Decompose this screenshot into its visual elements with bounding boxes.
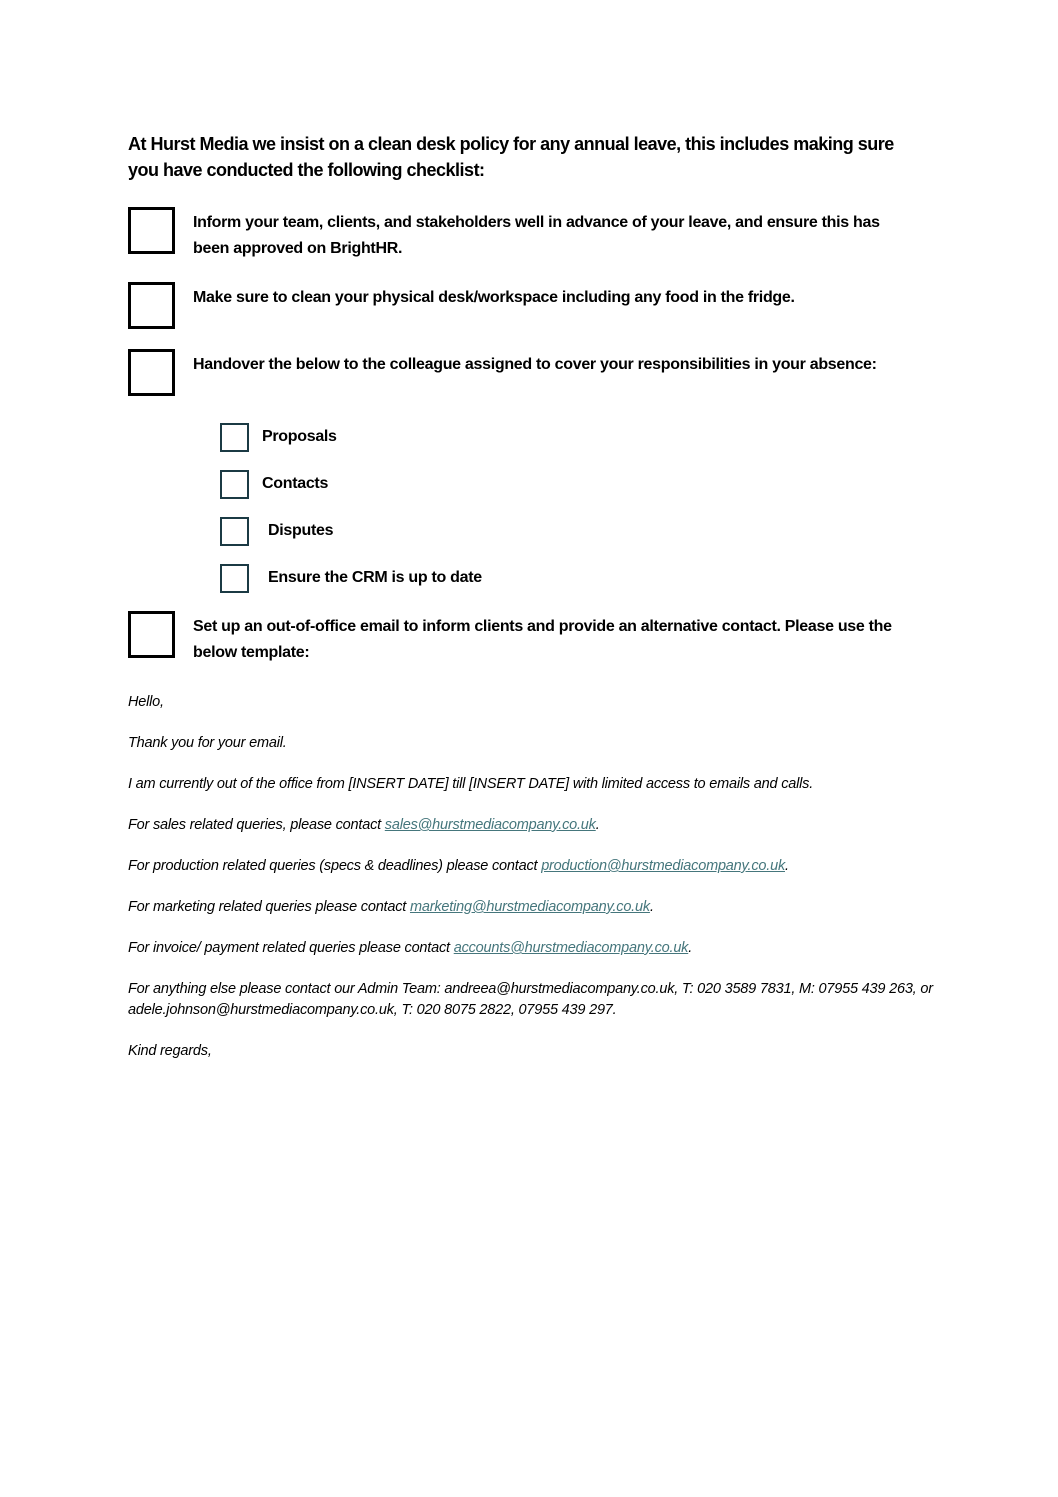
sales-email-link[interactable]: sales@hurstmediacompany.co.uk [384,817,596,833]
template-signoff: Kind regards, [128,1043,212,1059]
checklist-item-handover [128,349,938,396]
checkbox-handover[interactable] [128,349,175,396]
checkbox-disputes[interactable] [220,517,249,546]
sub-item-label: Disputes [268,522,334,539]
sub-item-contacts [220,469,938,499]
checklist-item-label: Make sure to clean your physical desk/workspace including any food in the fridge. [193,289,795,306]
production-email-link[interactable]: production@hurstmediacompany.co.uk [541,858,785,874]
sub-item-label: Ensure the CRM is up to date [268,569,482,586]
marketing-email-link[interactable]: marketing@hurstmediacompany.co.uk [409,899,650,915]
production-line-period: . [785,858,789,874]
template-production-line [128,856,933,877]
template-greeting: Hello, [128,694,164,710]
accounts-email-link[interactable]: accounts@hurstmediacompany.co.uk [453,940,689,956]
sub-item-disputes [220,516,938,546]
template-sales-line [128,815,933,836]
handover-sub-checklist [220,422,938,593]
sub-item-label: Proposals [262,428,337,445]
sales-line-period: . [595,817,600,833]
template-admin-line: For anything else please contact our Admin Team: andreea@hurstmediacompany.co.uk, T: 020 3589 7831, M: 07955 439 263, or adele.johnson@hurstmediacompany.co.uk, T: 020 8075 2822, 07955 439 297. [128,981,933,1018]
checklist-item-label: Handover the below to the colleague assigned to cover your responsibilities in your absence: [193,356,877,373]
sub-item-crm [220,563,938,593]
intro-paragraph: At Hurst Media we insist on a clean desk policy for any annual leave, this includes making sure you have conducted the following checklist: [128,134,894,180]
marketing-line-text: For marketing related queries please contact [128,899,410,915]
checkbox-crm[interactable] [220,564,249,593]
sales-line-text: For sales related queries, please contact [128,817,385,833]
checkbox-proposals[interactable] [220,423,249,452]
checkbox-inform-team[interactable] [128,207,175,254]
checkbox-contacts[interactable] [220,470,249,499]
out-of-office-email-template [128,692,933,1062]
template-away-notice: I am currently out of the office from [INSERT DATE] till [INSERT DATE] with limited access to emails and calls. [128,776,814,792]
sub-item-proposals [220,422,938,452]
accounts-line-text: For invoice/ payment related queries please contact [128,940,454,956]
checklist-item-clean-desk [128,282,938,329]
accounts-line-period: . [688,940,693,956]
checklist-item-inform-team [128,207,938,262]
sub-item-label: Contacts [262,475,329,492]
checklist-item-label: Inform your team, clients, and stakeholders well in advance of your leave, and ensure this has been approved on BrightHR. [193,214,880,257]
checkbox-clean-desk[interactable] [128,282,175,329]
template-thanks: Thank you for your email. [128,735,287,751]
template-marketing-line [128,897,933,918]
checklist-item-out-of-office [128,611,938,666]
template-accounts-line [128,938,933,959]
production-line-text: For production related queries (specs & deadlines) please contact [128,858,542,874]
marketing-line-period: . [649,899,654,915]
checkbox-out-of-office[interactable] [128,611,175,658]
checklist-item-label: Set up an out-of-office email to inform clients and provide an alternative contact. Please use the below template: [193,618,892,661]
